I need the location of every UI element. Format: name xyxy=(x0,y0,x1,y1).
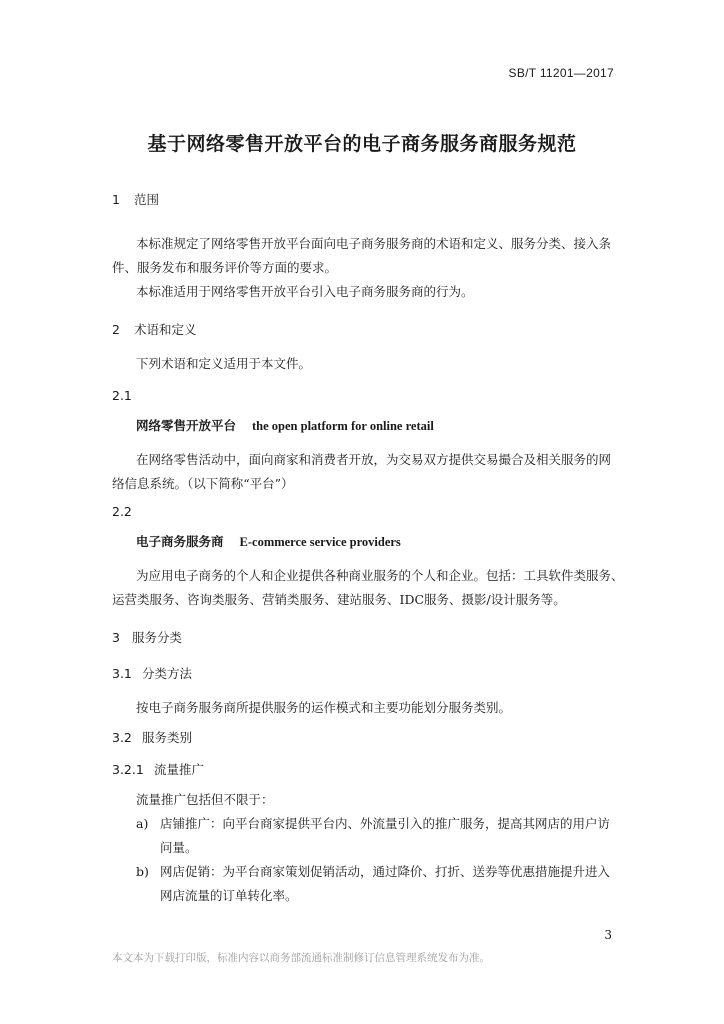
list-item-a-continuation: 问量。 xyxy=(160,840,198,855)
section-3-heading xyxy=(112,628,182,646)
section-number: 2 xyxy=(112,322,120,337)
term-2-2-number: 2.2 xyxy=(112,504,132,519)
standard-code: SB/T 11201—2017 xyxy=(508,66,614,80)
section-title: 范围 xyxy=(134,192,160,207)
section-number: 3.2.1 xyxy=(112,762,144,777)
list-item-b-continuation: 网店流量的订单转化率。 xyxy=(160,888,298,903)
term-2-1-number: 2.1 xyxy=(112,388,132,403)
traffic-promotion-intro: 流量推广包括但不限于： xyxy=(136,792,274,807)
list-item-text: 店铺推广：向平台商家提供平台内、外流量引入的推广服务，提高其网店的用户访 xyxy=(160,816,611,831)
section-number: 3 xyxy=(112,630,120,645)
list-item-text: 网店促销：为平台商家策划促销活动，通过降价、打折、送券等优惠措施提升进入 xyxy=(160,864,611,879)
section-number: 3.1 xyxy=(112,666,132,681)
section-2-heading xyxy=(112,320,197,338)
section-title: 分类方法 xyxy=(142,666,193,681)
list-item-label: b) xyxy=(136,864,149,879)
section-title: 流量推广 xyxy=(154,762,205,777)
term-2-1-definition-line1: 在网络零售活动中，面向商家和消费者开放，为交易双方提供交易撮合及相关服务的网 xyxy=(136,452,612,467)
page-number: 3 xyxy=(604,928,612,942)
section-title: 服务类别 xyxy=(142,730,193,745)
terms-intro: 下列术语和定义适用于本文件。 xyxy=(136,356,312,371)
section-3-2-heading xyxy=(112,728,192,746)
scope-paragraph-2: 本标准适用于网络零售开放平台引入电子商务服务商的行为。 xyxy=(136,284,474,299)
section-title: 术语和定义 xyxy=(134,322,197,337)
section-1-heading xyxy=(112,190,159,208)
footer-notice: 本文本为下载打印版，标准内容以商务部流通标准制修订信息管理系统发布为准。 xyxy=(112,952,490,964)
page-title: 基于网络零售开放平台的电子商务服务商服务规范 xyxy=(147,133,577,155)
section-3-1-text: 按电子商务服务商所提供服务的运作模式和主要功能划分服务类别。 xyxy=(136,700,512,715)
section-3-1-heading xyxy=(112,664,192,682)
term-2-2-definition-line2: 运营类服务、咨询类服务、营销类服务、建站服务、IDC服务、摄影/设计服务等。 xyxy=(112,592,566,607)
section-3-2-1-heading xyxy=(112,760,204,778)
term-2-2-definition-line1: 为应用电子商务的个人和企业提供各种商业服务的个人和企业。包括：工具软件类服务、 xyxy=(136,568,624,583)
term-en: E-commerce service providers xyxy=(239,535,401,549)
list-item-label: a) xyxy=(136,816,149,831)
term-2-1-definition-line2: 络信息系统。（以下简称“平台”） xyxy=(112,476,294,491)
term-2-2 xyxy=(136,532,401,550)
scope-paragraph-line2: 件、服务发布和服务评价等方面的要求。 xyxy=(112,260,338,275)
section-title: 服务分类 xyxy=(132,630,183,645)
term-cn: 网络零售开放平台 xyxy=(136,418,237,433)
section-number: 1 xyxy=(112,192,120,207)
term-cn: 电子商务服务商 xyxy=(136,534,224,549)
list-item-b xyxy=(136,860,610,884)
term-2-1 xyxy=(136,416,434,434)
section-number: 3.2 xyxy=(112,730,132,745)
term-en: the open platform for online retail xyxy=(252,419,434,433)
list-item-a xyxy=(136,812,610,836)
scope-paragraph-line1: 本标准规定了网络零售开放平台面向电子商务服务商的术语和定义、服务分类、接入条 xyxy=(136,236,612,251)
